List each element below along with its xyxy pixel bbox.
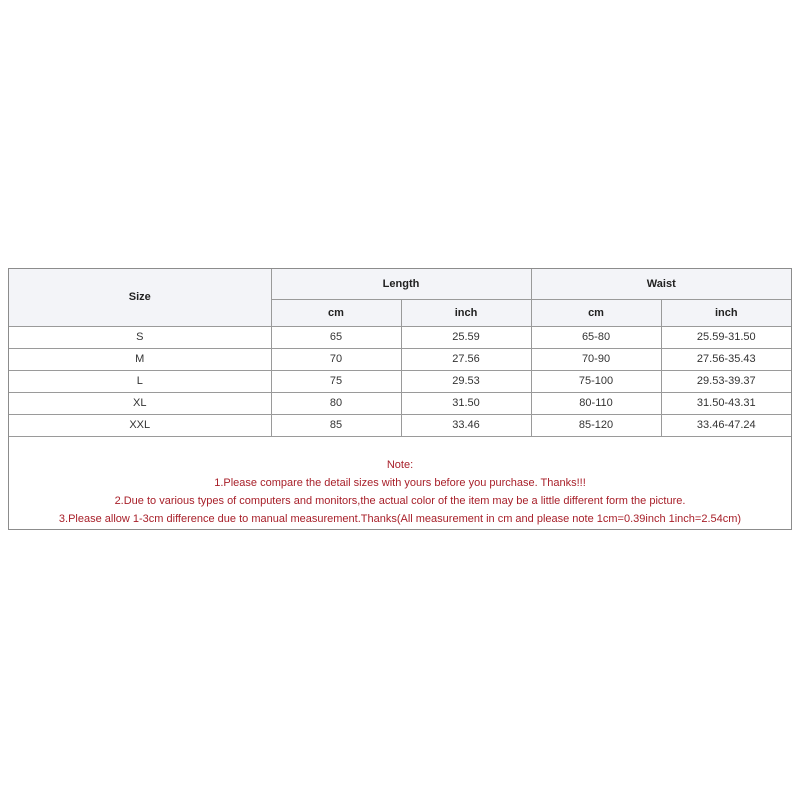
size-cell: M	[9, 348, 271, 370]
unit-header-waist-cm: cm	[531, 299, 661, 326]
note-title: Note:	[386, 458, 414, 471]
table-row	[9, 348, 791, 370]
length-cm-cell: 80	[271, 392, 401, 414]
table-row	[9, 414, 791, 436]
size-cell: L	[9, 370, 271, 392]
waist-cm-cell: 75-100	[531, 370, 661, 392]
length-inch-cell: 25.59	[401, 326, 531, 348]
notes-section	[9, 437, 791, 528]
length-inch-cell: 33.46	[401, 414, 531, 436]
waist-cm-cell: 80-110	[531, 392, 661, 414]
length-cm-cell: 65	[271, 326, 401, 348]
size-chart	[8, 268, 792, 530]
note-line: 1.Please compare the detail sizes with yours before you purchase. Thanks!!!	[214, 476, 586, 489]
length-cm-cell: 75	[271, 370, 401, 392]
size-header: Size	[9, 269, 271, 326]
waist-cm-cell: 85-120	[531, 414, 661, 436]
size-cell: S	[9, 326, 271, 348]
length-inch-cell: 31.50	[401, 392, 531, 414]
length-inch-cell: 29.53	[401, 370, 531, 392]
unit-header-waist-inch: inch	[661, 299, 791, 326]
waist-cm-cell: 65-80	[531, 326, 661, 348]
length-cm-cell: 70	[271, 348, 401, 370]
note-line: 2.Due to various types of computers and monitors,the actual color of the item may be a little different form the picture.	[114, 494, 686, 507]
waist-inch-cell: 25.59-31.50	[661, 326, 791, 348]
waist-inch-cell: 33.46-47.24	[661, 414, 791, 436]
waist-cm-cell: 70-90	[531, 348, 661, 370]
waist-inch-cell: 31.50-43.31	[661, 392, 791, 414]
waist-header: Waist	[531, 269, 791, 299]
unit-header-length-inch: inch	[401, 299, 531, 326]
note-line: 3.Please allow 1-3cm difference due to manual measurement.Thanks(All measurement in cm and please note 1cm=0.39inch 1inch=2.54cm)	[58, 512, 742, 525]
length-cm-cell: 85	[271, 414, 401, 436]
table-row	[9, 370, 791, 392]
size-table	[9, 269, 791, 437]
length-inch-cell: 27.56	[401, 348, 531, 370]
table-row	[9, 392, 791, 414]
waist-inch-cell: 29.53-39.37	[661, 370, 791, 392]
table-row	[9, 326, 791, 348]
length-header: Length	[271, 269, 531, 299]
waist-inch-cell: 27.56-35.43	[661, 348, 791, 370]
size-cell: XXL	[9, 414, 271, 436]
unit-header-length-cm: cm	[271, 299, 401, 326]
size-cell: XL	[9, 392, 271, 414]
